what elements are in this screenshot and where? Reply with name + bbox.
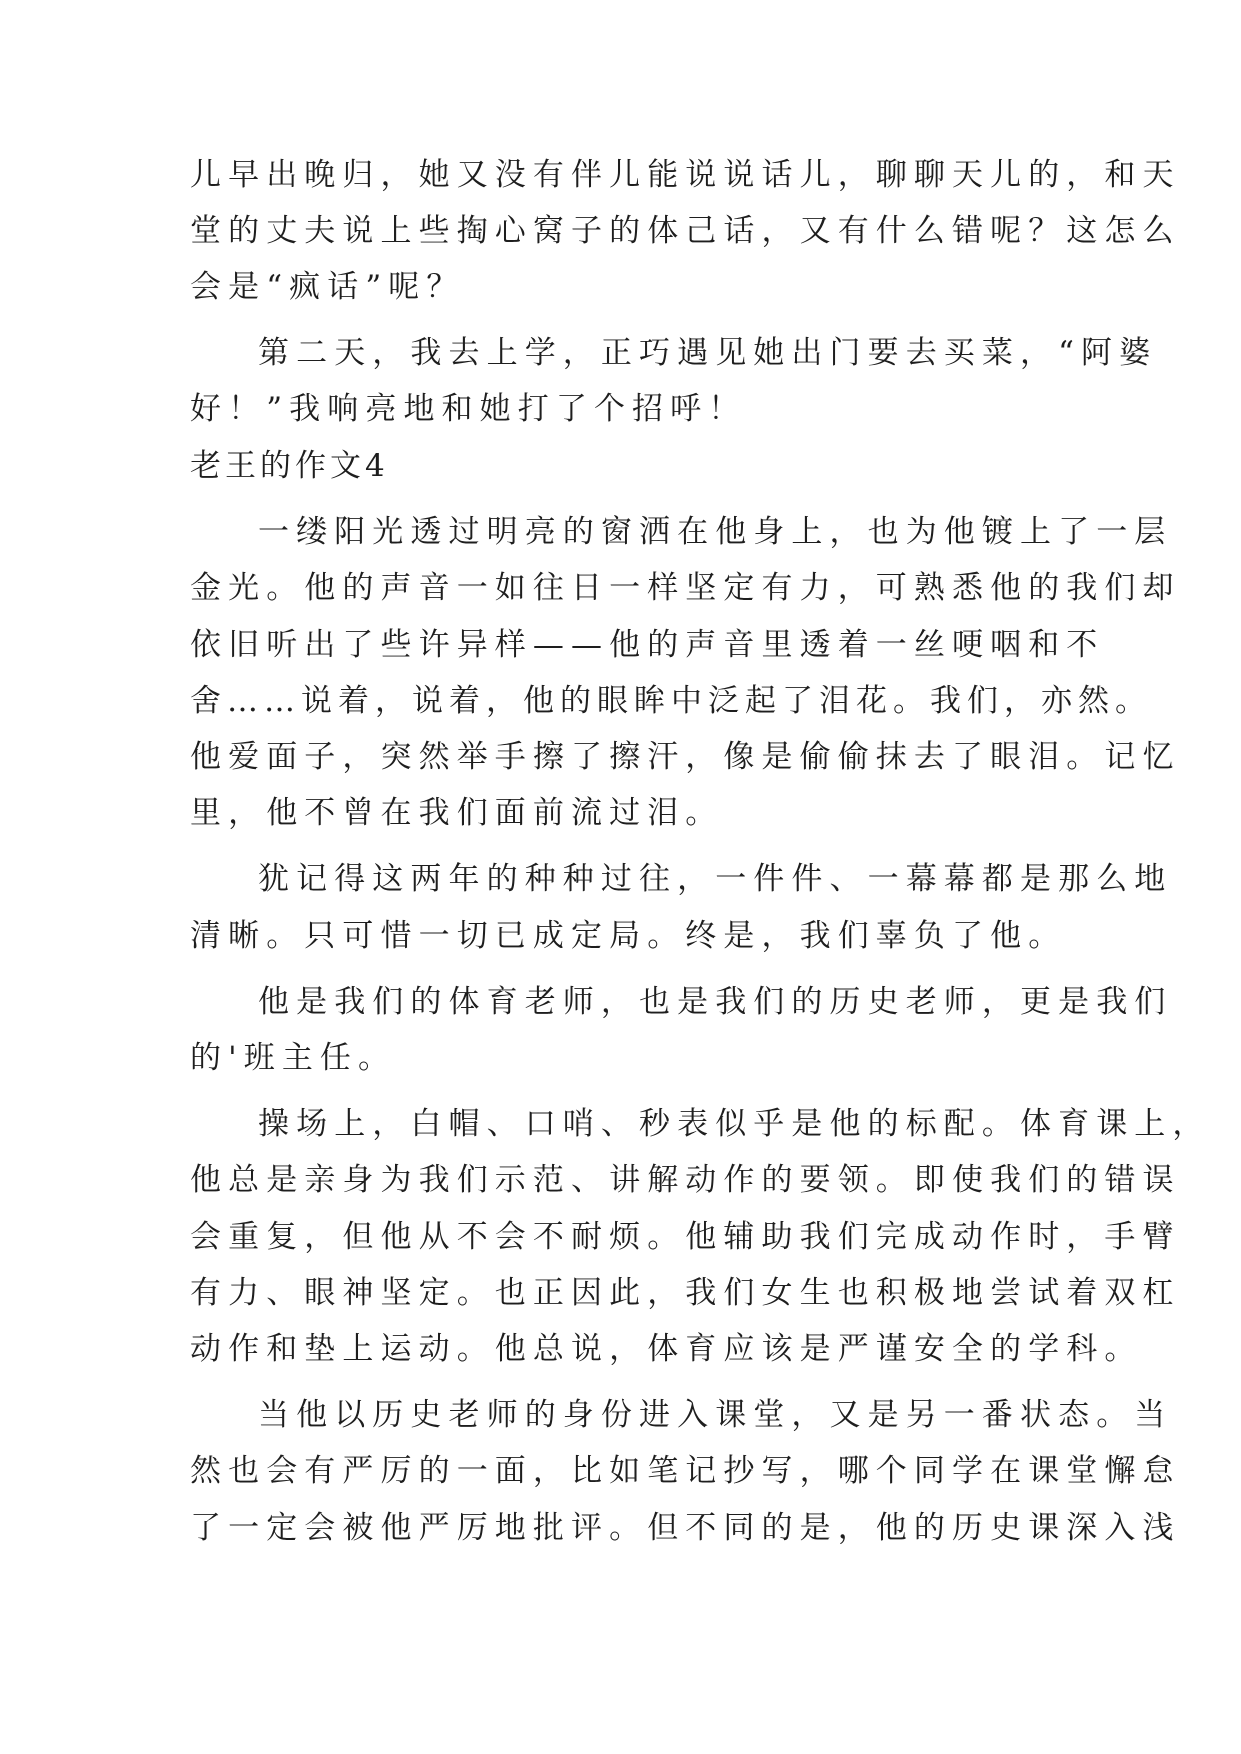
text-line: 儿早出晚归，她又没有伴儿能说说话儿，聊聊天儿的，和天 (190, 157, 1181, 193)
text-line: 会是“疯话”呢？ (190, 269, 465, 305)
paragraph-first-line: 第二天，我去上学，正巧遇见她出门要去买菜，“阿婆 (258, 335, 1158, 371)
text-line: 有力、眼神坚定。也正因此，我们女生也积极地尝试着双杠 (190, 1275, 1181, 1311)
paragraph-first-line: 犹记得这两年的种种过往，一件件、一幕幕都是那么地 (258, 861, 1173, 897)
paragraph-first-line: 当他以历史老师的身份进入课堂，又是另一番状态。当 (258, 1397, 1173, 1433)
text-line: 好！”我响亮地和她打了个招呼！ (190, 391, 747, 427)
section-heading: 老王的作文4 (190, 448, 389, 484)
paragraph-first-line: 一缕阳光透过明亮的窗洒在他身上，也为他镀上了一层 (258, 514, 1173, 550)
text-line: 的'班主任。 (190, 1040, 397, 1076)
text-line: 然也会有严厉的一面，比如笔记抄写，哪个同学在课堂懈怠 (190, 1453, 1181, 1489)
text-line: 清晰。只可惜一切已成定局。终是，我们辜负了他。 (190, 918, 1067, 954)
text-line: 会重复，但他从不会不耐烦。他辅助我们完成动作时，手臂 (190, 1219, 1181, 1255)
text-line: 里，他不曾在我们面前流过泪。 (190, 795, 724, 831)
text-line: 金光。他的声音一如往日一样坚定有力，可熟悉他的我们却 (190, 570, 1181, 606)
text-line: 依旧听出了些许异样——他的声音里透着一丝哽咽和不 (190, 627, 1105, 663)
text-line: 堂的丈夫说上些掏心窝子的体己话，又有什么错呢？这怎么 (190, 213, 1181, 249)
text-line: 动作和垫上运动。他总说，体育应该是严谨安全的学科。 (190, 1331, 1143, 1367)
paragraph-first-line: 操场上，白帽、口哨、秒表似乎是他的标配。体育课上， (258, 1106, 1211, 1142)
text-line: 他总是亲身为我们示范、讲解动作的要领。即使我们的错误 (190, 1162, 1181, 1198)
text-line: 他爱面子，突然举手擦了擦汗，像是偷偷抹去了眼泪。记忆 (190, 739, 1181, 775)
text-line: 了一定会被他严厉地批评。但不同的是，他的历史课深入浅 (190, 1510, 1181, 1546)
paragraph-first-line: 他是我们的体育老师，也是我们的历史老师，更是我们 (258, 984, 1173, 1020)
text-line: 舍……说着，说着，他的眼眸中泛起了泪花。我们，亦然。 (190, 683, 1152, 719)
